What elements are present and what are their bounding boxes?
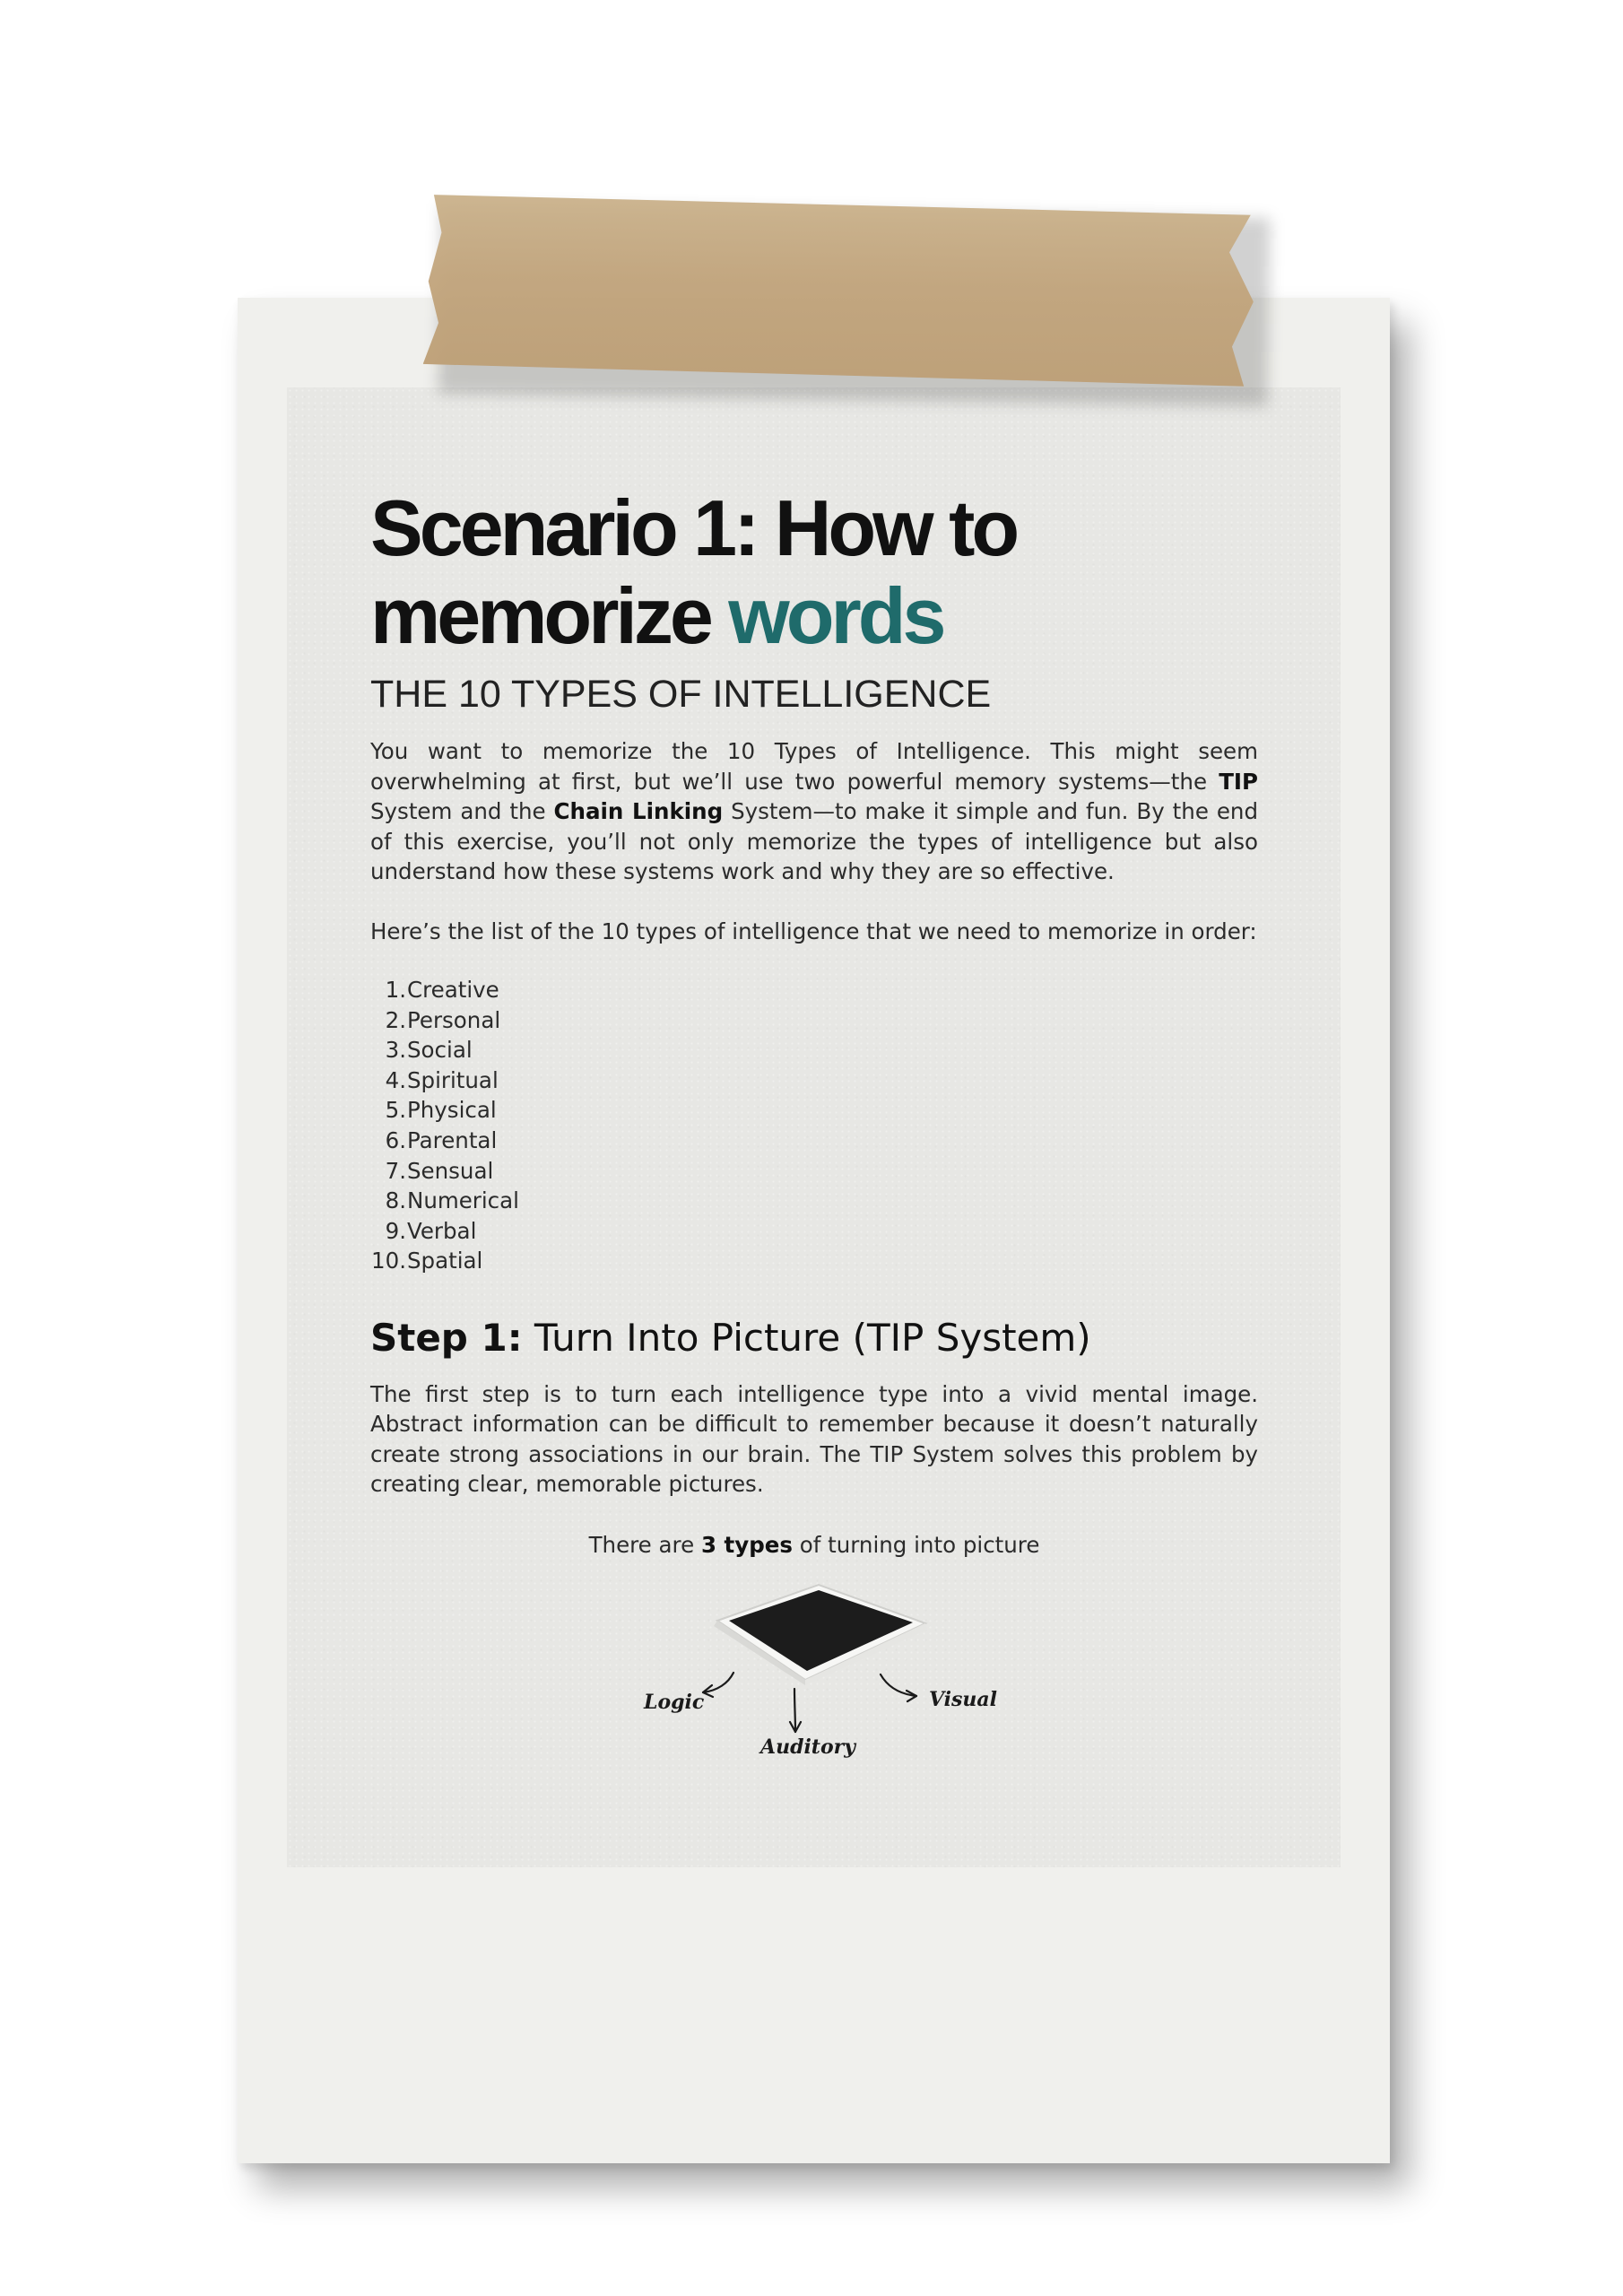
- intro-bold-tip: TIP: [1219, 768, 1258, 795]
- caption-bold: 3 types: [700, 1531, 793, 1558]
- list-item-number: 1.: [385, 977, 406, 1003]
- list-item-number: 3.: [385, 1037, 406, 1064]
- list-item: [370, 1216, 1258, 1247]
- list-item-number: 6.: [385, 1126, 406, 1153]
- diagram-svg: [628, 1574, 1004, 1780]
- list-item-label: Creative: [407, 977, 499, 1003]
- step-1-title: Turn Into Picture (TIP System): [522, 1315, 1091, 1360]
- list-item: [370, 1126, 1258, 1156]
- logic-label: Logic: [644, 1691, 705, 1714]
- title-line-1: Scenario 1: How to: [370, 483, 1017, 572]
- list-lead-text: Here’s the list of the 10 types of intelligence that we need to memorize in order:: [370, 918, 1257, 944]
- logic-arrow: [703, 1673, 733, 1697]
- list-item-label: Personal: [407, 1006, 501, 1033]
- list-item-label: Spatial: [407, 1248, 483, 1274]
- page-title: [370, 484, 1258, 660]
- list-item-number: 5.: [385, 1097, 406, 1124]
- list-item-number: 8.: [385, 1187, 406, 1214]
- list-item-number: 2.: [385, 1006, 406, 1033]
- diagram-caption: [370, 1532, 1258, 1558]
- title-accent-word: words: [728, 571, 943, 660]
- list-item: [370, 1035, 1258, 1065]
- auditory-label: Auditory: [760, 1735, 856, 1759]
- section-subtitle: THE 10 TYPES OF INTELLIGENCE: [370, 673, 992, 716]
- intro-text-1: You want to memorize the 10 Types of Intelligence. This might seem overwhelming at first, but we’ll use two powerful memory systems—the: [370, 738, 1258, 795]
- masking-tape: [422, 191, 1254, 393]
- list-item-label: Verbal: [407, 1217, 477, 1244]
- caption-text-pre: There are: [588, 1531, 701, 1558]
- list-item-label: Social: [407, 1037, 473, 1064]
- list-item-number: 7.: [385, 1157, 406, 1184]
- auditory-arrow: [790, 1689, 801, 1732]
- list-item: [370, 1065, 1258, 1096]
- visual-label: Visual: [929, 1688, 998, 1711]
- list-item-label: Sensual: [407, 1157, 494, 1184]
- list-item-label: Spiritual: [407, 1066, 499, 1093]
- tip-types-diagram: [628, 1574, 1004, 1780]
- list-item: [370, 1186, 1258, 1216]
- list-item-number: 9.: [385, 1217, 406, 1244]
- step-1-label: Step 1:: [370, 1315, 523, 1360]
- list-item: [370, 1156, 1258, 1187]
- picture-frame-icon: [714, 1585, 927, 1685]
- intro-bold-chain-linking: Chain Linking: [553, 798, 724, 824]
- list-item-number: 10.: [371, 1248, 406, 1274]
- visual-arrow: [881, 1674, 916, 1701]
- list-item-label: Parental: [407, 1126, 498, 1153]
- list-item: [370, 1005, 1258, 1036]
- list-item-number: 4.: [385, 1066, 406, 1093]
- list-item: [370, 1246, 1258, 1276]
- list-item-label: Numerical: [407, 1187, 519, 1214]
- list-item: [370, 1095, 1258, 1126]
- step-1-heading: [370, 1316, 1258, 1360]
- list-item: [370, 975, 1258, 1005]
- title-line-2: memorize: [370, 571, 729, 660]
- intro-text-3: System—to make it simple and fun. By the end of this exercise, you’ll not only memorize the types of intelligence but also understand how these systems work and why they are so effective.: [370, 798, 1258, 884]
- caption-text-post: of turning into picture: [792, 1531, 1040, 1558]
- step-1-paragraph: The first step is to turn each intelligence type into a vivid mental image. Abstract information can be difficult to remember because it doesn’t naturally create strong associations in our brain. The TIP System solves this problem by creating clear, memorable pictures.: [370, 1380, 1258, 1498]
- document-content: [370, 484, 1258, 1558]
- intelligence-types-list: [370, 975, 1258, 1276]
- intro-text-2: System and the: [370, 798, 554, 824]
- list-item-label: Physical: [407, 1097, 497, 1124]
- intro-paragraph: [370, 736, 1258, 887]
